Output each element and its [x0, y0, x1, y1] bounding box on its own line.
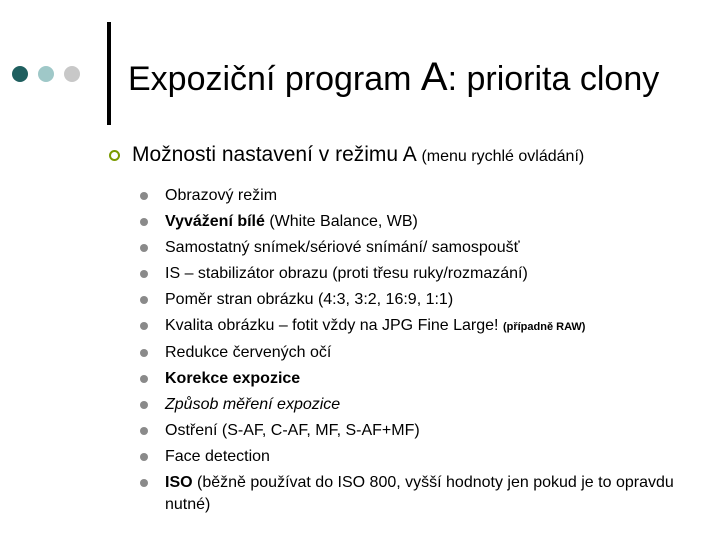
dot-bullet-icon [140, 453, 148, 461]
dot-bullet-icon [140, 244, 148, 252]
ring-bullet-icon [109, 150, 120, 161]
dot-dark [12, 66, 28, 82]
item-text: Obrazový režim [165, 187, 278, 204]
dot-bullet-icon [140, 401, 148, 409]
item-text: Redukce červených očí [165, 344, 332, 361]
item-note: (případně RAW) [502, 321, 586, 333]
list-item [137, 470, 697, 516]
list-item [137, 313, 697, 340]
item-text: (běžně používat do ISO 800, vyšší hodnoty jen pokud je to opravdu nutné) [165, 474, 674, 513]
title-divider [107, 22, 111, 125]
dot-grey [64, 66, 80, 82]
item-text: Ostření (S-AF, C-AF, MF, S-AF+MF) [165, 422, 420, 439]
slide-title [128, 52, 659, 104]
list-item [137, 392, 697, 418]
list-item [137, 183, 697, 209]
list-item [137, 340, 697, 366]
main-bullet-row [108, 140, 708, 172]
list-item [137, 444, 697, 470]
dot-bullet-icon [140, 296, 148, 304]
list-item [137, 235, 697, 261]
item-text: (White Balance, WB) [264, 213, 418, 230]
settings-list [137, 183, 697, 516]
list-item [137, 209, 697, 235]
dot-bullet-icon [140, 375, 148, 383]
list-item [137, 261, 697, 287]
dot-bullet-icon [140, 427, 148, 435]
dot-bullet-icon [140, 270, 148, 278]
dot-bullet-icon [140, 218, 148, 226]
dot-bullet-icon [140, 192, 148, 200]
dot-light-teal [38, 66, 54, 82]
item-text: Face detection [165, 448, 270, 465]
list-item [137, 366, 697, 392]
item-text: Samostatný snímek/sériové snímání/ samospoušť [165, 239, 520, 256]
main-bullet [108, 140, 708, 172]
list-item [137, 287, 697, 313]
title-emphasis: A [420, 55, 448, 99]
main-bullet-note: (menu rychlé ovládání) [421, 148, 585, 165]
title-part-1: Expoziční program [128, 60, 421, 98]
item-bold: ISO [165, 474, 193, 491]
item-italic: Způsob měření expozice [165, 396, 341, 413]
dot-bullet-icon [140, 479, 148, 487]
dot-bullet-icon [140, 349, 148, 357]
main-bullet-text: Možnosti nastavení v režimu A [132, 143, 422, 166]
item-bold: Vyvážení bílé [165, 213, 265, 230]
item-text: Kvalita obrázku – fotit vždy na JPG Fine Large! [165, 317, 503, 334]
item-text: IS – stabilizátor obrazu (proti třesu ruky/rozmazání) [165, 265, 528, 282]
dot-bullet-icon [140, 322, 148, 330]
title-part-2: : priorita clony [447, 60, 660, 98]
list-item [137, 418, 697, 444]
item-text: Poměr stran obrázku (4:3, 3:2, 16:9, 1:1) [165, 291, 454, 308]
item-bold: Korekce expozice [165, 370, 301, 387]
